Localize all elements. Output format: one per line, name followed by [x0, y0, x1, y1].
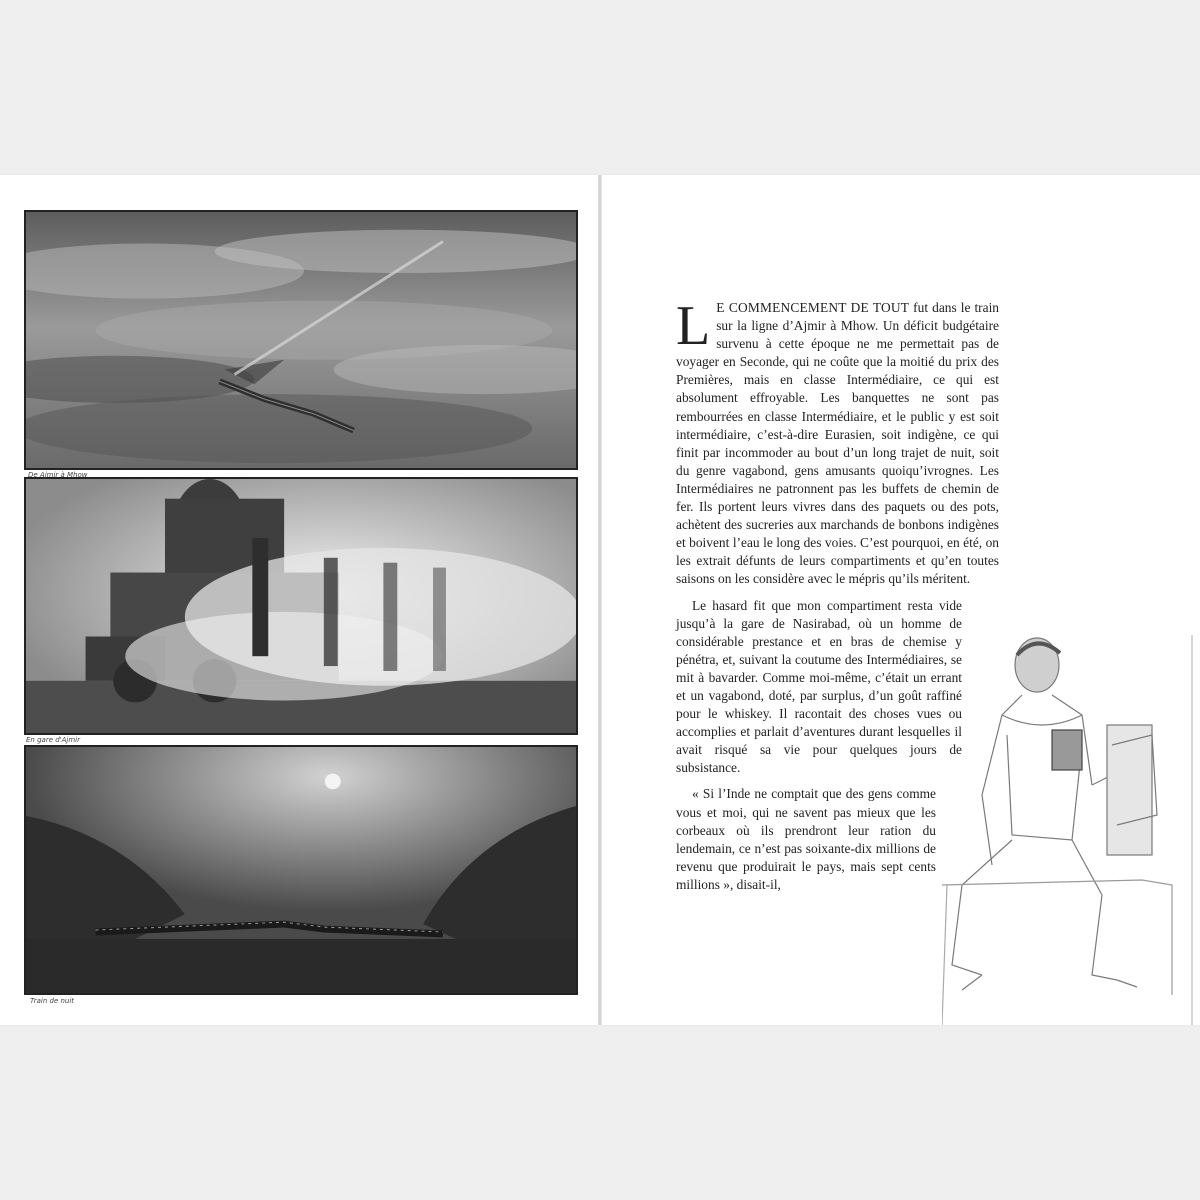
illustration-panel-station [24, 477, 578, 735]
seated-man-sketch [942, 635, 1200, 1025]
paragraph-1-text: fut dans le train sur la ligne d’Ajmir à Mhow. Un déficit budgétaire survenu à cette époque ne me permettait pas de voyager en Seconde, qui ne coûte que la moitié du prix des Premières, mais en classe Intermédiaire, ce qui est absolument effroyable. Les banquettes ne sont pas rembourrées en classe Intermédiaire, et le public y est soit intermédiaire, c’est-à-dire Eurasien, soit indigène, ce qui finit par incommoder au bout d’un long trajet de nuit, soit du genre vagabond, gens amusants quoiqu’ivrognes. Les Intermédiaires ne patronnent pas les buffets de chemin de fer. Ils portent leurs vivres dans des paquets ou des pots, achètent des sucreries aux marchands de bonbons indigènes et boivent l’eau le long des voies. C’est pourquoi, en été, on les extrait défunts de leurs compartiments et qu’en toutes saisons on les considère avec le mépris qu’ils méritent. [676, 300, 999, 587]
opening-caps: E COMMENCEMENT DE TOUT [716, 300, 910, 315]
left-page [0, 175, 598, 1025]
illustration-panel-train-sky [24, 210, 578, 470]
right-page [602, 175, 1200, 1025]
night-train-illustration [26, 747, 576, 993]
panel-caption: De Ajmir à Mhow [28, 471, 88, 479]
paragraph-1 [676, 295, 999, 589]
panel-caption: En gare d'Ajmir [26, 736, 80, 744]
illustration-panel-night-train [24, 745, 578, 995]
panel-caption: Train de nuit [30, 997, 75, 1005]
station-illustration [26, 479, 576, 733]
paragraph-2: Le hasard fit que mon compartiment resta vide jusqu’à la gare de Nasirabad, où un homme de considérable prestance et en bras de chemise y pénétra, et, suivant la coutume des Intermédiaires, se mit à bavarder. Comme moi-même, c’était un errant et un vagabond, doté, par surplus, d’un goût raffiné pour le whiskey. Il racontait des choses vues ou accomplies et parlait d’aventures durant lesquelles il avait risqué sa vie pour quelques jours de subsistance. [676, 597, 962, 776]
drop-cap: L [676, 295, 711, 357]
book-spread [0, 175, 1200, 1025]
paragraph-3: « Si l’Inde ne comptait que des gens comme vous et moi, qui ne savent pas mieux que les corbeaux où ils prendront leur ration du lendemain, ce n’est pas soixante-dix millions de revenu que produirait le pays, mais sept cents millions », disait-il, [676, 786, 936, 892]
sky-train-illustration [26, 212, 576, 468]
